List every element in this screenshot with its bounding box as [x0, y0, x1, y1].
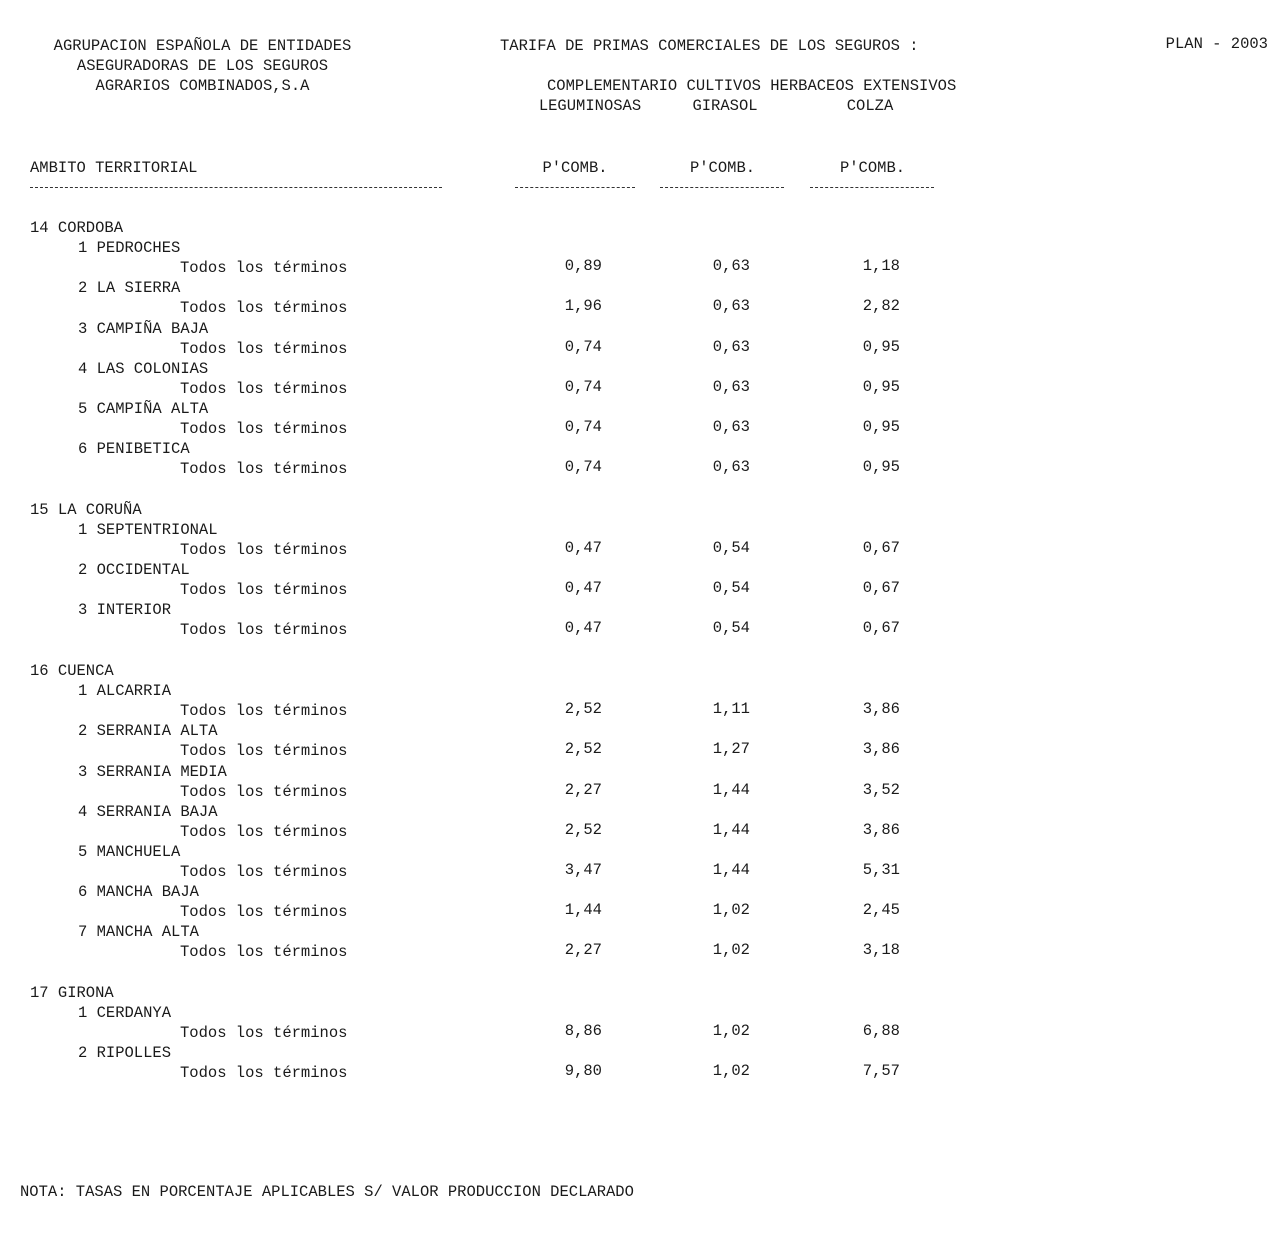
- value-colza: 0,95: [862, 378, 900, 396]
- comarca-label: 3 INTERIOR: [78, 601, 172, 619]
- value-leguminosas: 0,47: [564, 539, 602, 557]
- value-girasol: 0,63: [712, 338, 750, 356]
- org-name-line-3: AGRARIOS COMBINADOS,S.A: [95, 77, 310, 95]
- province-label: 16 CUENCA: [30, 662, 114, 680]
- term-label: Todos los términos: [180, 380, 348, 398]
- value-leguminosas: 1,96: [564, 297, 602, 315]
- value-girasol: 1,27: [712, 740, 750, 758]
- comarca-label: 1 ALCARRIA: [78, 682, 172, 700]
- term-label: Todos los términos: [180, 823, 348, 841]
- value-girasol: 1,44: [712, 821, 750, 839]
- comarca-label: 5 CAMPIÑA ALTA: [78, 400, 209, 418]
- value-colza: 0,67: [862, 619, 900, 637]
- value-colza: 0,67: [862, 579, 900, 597]
- value-leguminosas: 1,44: [564, 901, 602, 919]
- value-colza: 0,95: [862, 458, 900, 476]
- value-leguminosas: 0,74: [564, 338, 602, 356]
- comarca-label: 2 LA SIERRA: [78, 279, 181, 297]
- header-rule-colza: [810, 187, 934, 188]
- term-label: Todos los términos: [180, 1024, 348, 1042]
- value-leguminosas: 9,80: [564, 1062, 602, 1080]
- value-colza: 1,18: [862, 257, 900, 275]
- comarca-label: 3 SERRANIA MEDIA: [78, 763, 227, 781]
- value-leguminosas: 0,74: [564, 378, 602, 396]
- value-colza: 3,86: [862, 821, 900, 839]
- value-girasol: 0,63: [712, 458, 750, 476]
- value-girasol: 1,02: [712, 1062, 750, 1080]
- term-label: Todos los términos: [180, 299, 348, 317]
- term-label: Todos los términos: [180, 420, 348, 438]
- value-leguminosas: 0,89: [564, 257, 602, 275]
- value-leguminosas: 2,52: [564, 821, 602, 839]
- value-colza: 6,88: [862, 1022, 900, 1040]
- term-label: Todos los términos: [180, 903, 348, 921]
- value-girasol: 0,54: [712, 539, 750, 557]
- territory-column-header: AMBITO TERRITORIAL: [30, 159, 198, 177]
- comarca-label: 2 SERRANIA ALTA: [78, 722, 218, 740]
- value-colza: 7,57: [862, 1062, 900, 1080]
- crop-leguminosas: LEGUMINOSAS: [538, 97, 642, 115]
- comarca-label: 1 PEDROCHES: [78, 239, 181, 257]
- comarca-label: 1 SEPTENTRIONAL: [78, 521, 218, 539]
- value-colza: 0,67: [862, 539, 900, 557]
- header-rule-territory: [30, 187, 442, 188]
- document-subtitle: COMPLEMENTARIO CULTIVOS HERBACEOS EXTENSIVOS: [547, 77, 957, 95]
- term-label: Todos los términos: [180, 541, 348, 559]
- comarca-label: 2 RIPOLLES: [78, 1044, 172, 1062]
- value-girasol: 0,54: [712, 579, 750, 597]
- value-leguminosas: 8,86: [564, 1022, 602, 1040]
- term-label: Todos los términos: [180, 863, 348, 881]
- column-header-leguminosas: P'COMB.: [542, 159, 608, 177]
- document-title: TARIFA DE PRIMAS COMERCIALES DE LOS SEGUROS :: [500, 37, 919, 55]
- value-colza: 2,45: [862, 901, 900, 919]
- value-girasol: 1,44: [712, 781, 750, 799]
- term-label: Todos los términos: [180, 581, 348, 599]
- term-label: Todos los términos: [180, 702, 348, 720]
- value-girasol: 1,44: [712, 861, 750, 879]
- value-colza: 3,52: [862, 781, 900, 799]
- value-leguminosas: 2,52: [564, 700, 602, 718]
- value-leguminosas: 2,52: [564, 740, 602, 758]
- value-girasol: 0,63: [712, 378, 750, 396]
- comarca-label: 5 MANCHUELA: [78, 843, 181, 861]
- value-colza: 3,86: [862, 700, 900, 718]
- value-girasol: 1,02: [712, 901, 750, 919]
- comarca-label: 4 LAS COLONIAS: [78, 360, 209, 378]
- plan-label: PLAN - 2003: [1165, 35, 1268, 53]
- term-label: Todos los términos: [180, 783, 348, 801]
- term-label: Todos los términos: [180, 259, 348, 277]
- footnote: NOTA: TASAS EN PORCENTAJE APLICABLES S/ VALOR PRODUCCION DECLARADO: [20, 1183, 634, 1201]
- value-leguminosas: 0,47: [564, 619, 602, 637]
- term-label: Todos los términos: [180, 460, 348, 478]
- value-girasol: 0,63: [712, 418, 750, 436]
- comarca-label: 1 CERDANYA: [78, 1004, 172, 1022]
- value-colza: 3,18: [862, 941, 900, 959]
- comarca-label: 6 PENIBETICA: [78, 440, 190, 458]
- term-label: Todos los términos: [180, 340, 348, 358]
- value-girasol: 1,11: [712, 700, 750, 718]
- crop-girasol: GIRASOL: [692, 97, 758, 115]
- value-girasol: 1,02: [712, 941, 750, 959]
- header-rule-leguminosas: [515, 187, 635, 188]
- value-colza: 0,95: [862, 338, 900, 356]
- value-leguminosas: 0,74: [564, 458, 602, 476]
- value-colza: 3,86: [862, 740, 900, 758]
- value-girasol: 0,54: [712, 619, 750, 637]
- comarca-label: 6 MANCHA BAJA: [78, 883, 199, 901]
- province-label: 14 CORDOBA: [30, 219, 124, 237]
- comarca-label: 7 MANCHA ALTA: [78, 923, 199, 941]
- comarca-label: 3 CAMPIÑA BAJA: [78, 320, 209, 338]
- value-girasol: 0,63: [712, 297, 750, 315]
- term-label: Todos los términos: [180, 621, 348, 639]
- term-label: Todos los términos: [180, 742, 348, 760]
- value-leguminosas: 2,27: [564, 781, 602, 799]
- term-label: Todos los términos: [180, 1064, 348, 1082]
- value-leguminosas: 0,74: [564, 418, 602, 436]
- value-girasol: 1,02: [712, 1022, 750, 1040]
- value-leguminosas: 2,27: [564, 941, 602, 959]
- crop-colza: COLZA: [846, 97, 894, 115]
- header-rule-girasol: [660, 187, 784, 188]
- org-name-line-1: AGRUPACION ESPAÑOLA DE ENTIDADES: [53, 37, 352, 55]
- column-header-colza: P'COMB.: [839, 159, 906, 177]
- province-label: 17 GIRONA: [30, 984, 114, 1002]
- value-colza: 5,31: [862, 861, 900, 879]
- comarca-label: 4 SERRANIA BAJA: [78, 803, 218, 821]
- value-leguminosas: 0,47: [564, 579, 602, 597]
- term-label: Todos los términos: [180, 943, 348, 961]
- value-colza: 0,95: [862, 418, 900, 436]
- value-girasol: 0,63: [712, 257, 750, 275]
- column-header-girasol: P'COMB.: [689, 159, 756, 177]
- value-leguminosas: 3,47: [564, 861, 602, 879]
- org-name-line-2: ASEGURADORAS DE LOS SEGUROS: [76, 57, 329, 75]
- value-colza: 2,82: [862, 297, 900, 315]
- comarca-label: 2 OCCIDENTAL: [78, 561, 190, 579]
- province-label: 15 LA CORUÑA: [30, 501, 142, 519]
